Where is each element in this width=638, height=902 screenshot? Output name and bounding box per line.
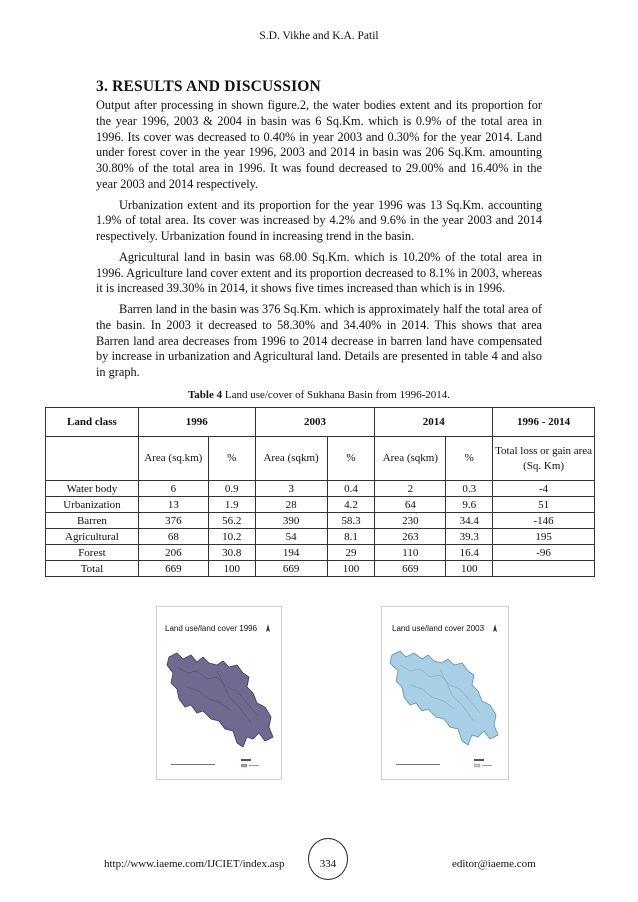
table-caption-text: Land use/cover of Sukhana Basin from 1996-2014. [222,389,451,401]
cell-pct-2003: 100 [327,561,375,577]
header-land-class: Land class [46,408,139,437]
cell-pct-2014: 100 [446,561,493,577]
table-row [46,545,595,561]
cell-land-class: Urbanization [46,497,139,513]
map-title: Land use/land cover 2003 [392,624,485,633]
header-2014: 2014 [375,408,493,437]
section-heading: 3. RESULTS AND DISCUSSION [96,78,321,95]
subheader-area-2014: Area (sqkm) [375,437,446,481]
table-row [46,497,595,513]
cell-pct-2014: 16.4 [446,545,493,561]
cell-area-1996: 669 [138,561,208,577]
cell-pct-1996: 10.2 [208,529,255,545]
cell-land-class: Forest [46,545,139,561]
cell-pct-2003: 8.1 [327,529,375,545]
scale-bar [171,764,215,767]
scale-bar [396,764,440,767]
cell-area-2003: 54 [255,529,327,545]
cell-change: 51 [493,497,595,513]
subheader-pct-2003: % [327,437,375,481]
table-row [46,529,595,545]
page-number: 334 [319,858,337,870]
cell-area-1996: 13 [138,497,208,513]
footer-url[interactable]: http://www.iaeme.com/IJCIET/index.asp [104,858,285,870]
cell-pct-2003: 29 [327,545,375,561]
cell-change [493,561,595,577]
table-row [46,481,595,497]
paragraph: Output after processing in shown figure.2, the water bodies extent and its proportion for the year 1996, 2003 & 2004 in basin was 6 Sq.Km. which is 0.9% of the total area in 1996. Its cover was decreased to 0.40% in year 2003 and 0.30% for the year 2014. Land under forest cover in the year 1996, 2003 and 2014 in basin was 206 Sq.Km. amounting 30.80% of the total area in 1996. It was found decreased to 29.00% and 16.40% in the year 2003 and 2014 respectively. [96,98,542,191]
cell-land-class: Barren [46,513,139,529]
cell-pct-1996: 0.9 [208,481,255,497]
cell-area-1996: 376 [138,513,208,529]
cell-area-2014: 669 [375,561,446,577]
cell-change: -96 [493,545,595,561]
paragraph: Barren land in the basin was 376 Sq.Km. which is approximately half the total area of the basin. In 2003 it decreased to 58.30% and 34.40% in 2014. This shows that area Barren land area decreases from 1996 to 2014 decrease in barren land have compensated by increase in urbanization and Agricultural land. Details are presented in table 4 and also in graph. [96,302,542,379]
running-head: S.D. Vikhe and K.A. Patil [259,30,379,42]
subheader-area-2003: Area (sqkm) [255,437,327,481]
cell-pct-2003: 4.2 [327,497,375,513]
cell-pct-1996: 1.9 [208,497,255,513]
map-title: Land use/land cover 1996 [165,624,258,633]
cell-pct-2014: 0.3 [446,481,493,497]
cell-area-2014: 230 [375,513,446,529]
map-1996 [156,606,282,780]
table-row [46,561,595,577]
cell-area-2014: 110 [375,545,446,561]
map-legend [241,759,265,772]
cell-pct-1996: 56.2 [208,513,255,529]
paragraph: Urbanization extent and its proportion for the year 1996 was 13 Sq.Km. accounting 1.9% of total area. Its cover was increased by 4.2% and 9.6% in the year 2003 and 2014 respectively. Urbanization found in increasing trend in the basin. [96,197,542,243]
subheader-blank [46,437,139,481]
cell-area-2014: 263 [375,529,446,545]
cell-area-2003: 390 [255,513,327,529]
table-header-row [46,408,595,437]
subheader-pct-1996: % [208,437,255,481]
table-caption-label: Table 4 [187,389,223,401]
cell-pct-2003: 0.4 [327,481,375,497]
header-2003: 2003 [255,408,375,437]
cell-area-1996: 6 [138,481,208,497]
cell-pct-2014: 34.4 [446,513,493,529]
cell-pct-2014: 9.6 [446,497,493,513]
cell-pct-2014: 39.3 [446,529,493,545]
cell-area-2014: 64 [375,497,446,513]
cell-land-class: Water body [46,481,139,497]
cell-pct-1996: 100 [208,561,255,577]
cell-area-2003: 28 [255,497,327,513]
map-1996-region [157,607,281,779]
map-2003 [381,606,509,780]
subheader-change: Total loss or gain area (Sq. Km) [493,437,595,481]
footer-email[interactable]: editor@iaeme.com [452,858,536,870]
cell-area-1996: 68 [138,529,208,545]
header-1996: 1996 [138,408,255,437]
cell-area-2014: 2 [375,481,446,497]
cell-area-2003: 669 [255,561,327,577]
table-row [46,513,595,529]
paragraph: Agricultural land in basin was 68.00 Sq.Km. which is 10.20% of the total area in 1996. Agriculture land cover extent and its proportion decreased to 8.1% in 2003, whereas it is increased 39.30% in 2014, it shows five times increased than which is in 1996. [96,249,542,296]
cell-area-2003: 3 [255,481,327,497]
cell-change: -4 [493,481,595,497]
cell-change: 195 [493,529,595,545]
body-text [96,98,542,386]
cell-area-1996: 206 [138,545,208,561]
subheader-pct-2014: % [446,437,493,481]
cell-change: -146 [493,513,595,529]
cell-pct-1996: 30.8 [208,545,255,561]
table-caption [0,389,638,401]
header-change: 1996 - 2014 [493,408,595,437]
cell-land-class: Total [46,561,139,577]
cell-area-2003: 194 [255,545,327,561]
land-use-table [45,407,595,577]
cell-land-class: Agricultural [46,529,139,545]
cell-pct-2003: 58.3 [327,513,375,529]
map-legend [474,759,498,772]
map-2003-region [382,607,508,779]
table-subheader-row [46,437,595,481]
subheader-area-1996: Area (sq.km) [138,437,208,481]
